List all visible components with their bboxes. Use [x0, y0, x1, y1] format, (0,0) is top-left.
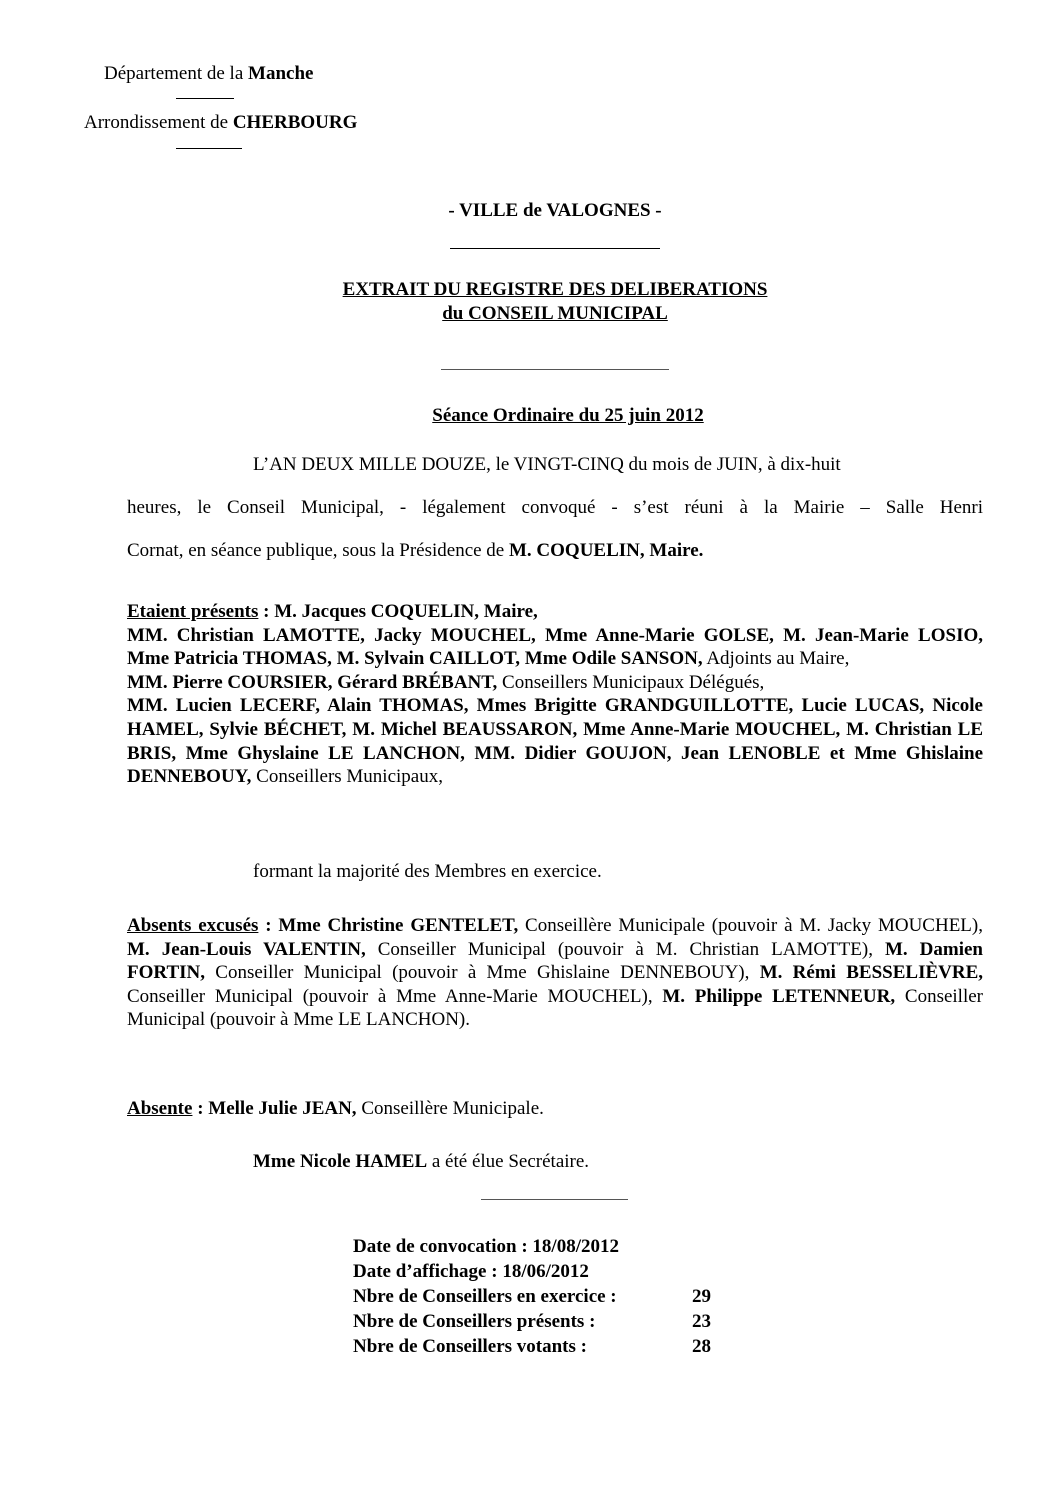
- arrondissement-name: CHERBOURG: [232, 112, 358, 133]
- stat-label: Nbre de Conseillers en exercice :: [353, 1286, 617, 1307]
- stat-value: 23: [692, 1311, 711, 1332]
- intro-line-3: [127, 540, 703, 562]
- presents-maire-line: [127, 600, 983, 624]
- absent-4-name: M. Rémi BESSELIÈVRE,: [749, 962, 984, 984]
- absent-3-detail: Conseiller Municipal (pouvoir à Mme Ghislaine DENNEBOUY),: [204, 962, 750, 984]
- stat-label: Nbre de Conseillers présents :: [353, 1311, 596, 1332]
- stat-value: 29: [692, 1286, 711, 1307]
- absent-2-name: M. Jean-Louis VALENTIN,: [127, 938, 366, 960]
- stat-row-presents: [353, 1309, 711, 1334]
- absent-5-name: M. Philippe LETENNEUR,: [652, 985, 896, 1007]
- ville-divider: [450, 248, 660, 249]
- conseillers-role: Conseillers Municipaux,: [251, 766, 443, 788]
- secretaire-name: Mme Nicole HAMEL: [253, 1151, 428, 1172]
- stat-label: Date d’affichage : 18/06/2012: [353, 1261, 589, 1282]
- absente-name: : Melle Julie JEAN,: [192, 1098, 357, 1119]
- departement-prefix: Département de la: [104, 63, 249, 84]
- delegues-names: MM. Pierre COURSIER, Gérard BRÉBANT,: [127, 671, 498, 693]
- presents-delegues: [127, 671, 983, 695]
- stat-row-affichage: [353, 1259, 619, 1284]
- ville-title: - VILLE de VALOGNES -: [448, 200, 662, 221]
- intro-line-1: L’AN DEUX MILLE DOUZE, le VINGT-CINQ du mois de JUIN, à dix-huit: [253, 454, 841, 475]
- adjoints-role: Adjoints au Maire,: [702, 648, 850, 670]
- absente-line: [127, 1098, 544, 1120]
- absent-3-name: M. Damien FORTIN,: [127, 938, 983, 984]
- departement-line: [104, 63, 313, 85]
- stat-row-votants: [353, 1334, 711, 1359]
- arrondissement-prefix: Arrondissement de: [84, 112, 233, 133]
- secretaire-text: a été élue Secrétaire.: [427, 1151, 590, 1172]
- header-divider-1: [176, 98, 234, 99]
- seance-title: Séance Ordinaire du 25 juin 2012: [432, 405, 704, 426]
- intro-president: M. COQUELIN, Maire.: [509, 540, 704, 561]
- absente-label: Absente: [127, 1098, 193, 1119]
- absente-role: Conseillère Municipale.: [356, 1098, 544, 1119]
- extrait-line-1: EXTRAIT DU REGISTRE DES DELIBERATIONS: [342, 279, 768, 300]
- stat-row-exercice: [353, 1284, 711, 1309]
- secretaire-line: [253, 1151, 589, 1173]
- absent-1-name: : Mme Christine GENTELET,: [258, 915, 519, 936]
- presents-maire: : M. Jacques COQUELIN, Maire,: [258, 601, 538, 622]
- arrondissement-line: [84, 112, 357, 134]
- secretaire-dashed-divider: [481, 1199, 628, 1200]
- stat-label: Date de convocation : 18/08/2012: [353, 1236, 619, 1257]
- presents-label: Etaient présents: [127, 601, 259, 622]
- extrait-dashed-divider: [441, 369, 669, 370]
- stat-value: 28: [692, 1336, 711, 1357]
- absent-2-detail: Conseiller Municipal (pouvoir à M. Christian LAMOTTE),: [365, 938, 873, 960]
- absents-excuses-label: Absents excusés: [127, 915, 259, 936]
- presents-conseillers: [127, 694, 983, 788]
- intro-line-2: heures, le Conseil Municipal, - légalement convoqué - s’est réuni à la Mairie – Salle Henri: [127, 497, 983, 518]
- absent-1-detail: Conseillère Municipale (pouvoir à M. Jacky MOUCHEL),: [518, 915, 983, 936]
- absents-excuses-block: [127, 914, 983, 1032]
- conseillers-names: MM. Lucien LECERF, Alain THOMAS, Mmes Brigitte GRANDGUILLOTTE, Lucie LUCAS, Nicole HAMEL, Sylvie BÉCHET, M. Michel BEAUSSARON, Mme Anne-Marie MOUCHEL, M. Christian LE BRIS, Mme Ghyslaine LE LANCHON, MM. Didier GOUJON, Jean LENOBLE et Mme Ghislaine DENNEBOUY,: [127, 695, 983, 788]
- presents-adjoints: [127, 624, 983, 671]
- absent-5-detail: Conseiller Municipal (pouvoir à Mme LE LANCHON).: [127, 985, 984, 1031]
- presents-block: [127, 600, 983, 789]
- departement-name: Manche: [248, 63, 314, 84]
- extrait-title: [0, 278, 1058, 326]
- delegues-role: Conseillers Municipaux Délégués,: [497, 671, 765, 693]
- header-divider-2: [176, 148, 242, 149]
- stat-row-convocation: [353, 1234, 619, 1259]
- extrait-line-2: du CONSEIL MUNICIPAL: [442, 303, 668, 324]
- stats-block: [353, 1234, 711, 1359]
- adjoints-names: MM. Christian LAMOTTE, Jacky MOUCHEL, Mme Anne-Marie GOLSE, M. Jean-Marie LOSIO, Mme Patricia THOMAS, M. Sylvain CAILLOT, Mme Odile SANSON,: [127, 624, 983, 670]
- intro-line-3-text: Cornat, en séance publique, sous la Présidence de: [127, 540, 509, 561]
- majorite-line: formant la majorité des Membres en exercice.: [253, 861, 602, 882]
- stat-label: Nbre de Conseillers votants :: [353, 1336, 587, 1357]
- absent-4-detail: Conseiller Municipal (pouvoir à Mme Anne-Marie MOUCHEL),: [127, 985, 653, 1007]
